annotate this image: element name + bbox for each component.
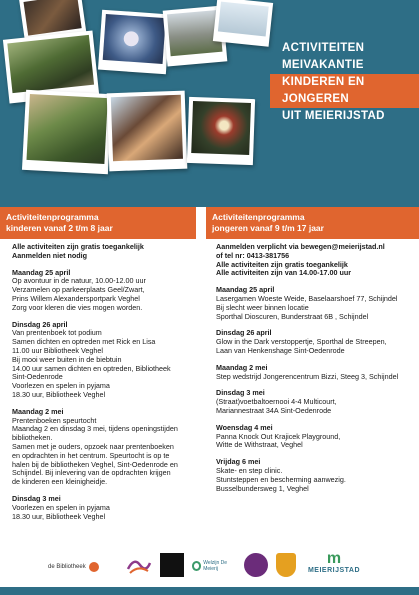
title-line-4: JONGEREN [270, 91, 419, 108]
bottom-strip [0, 587, 419, 595]
kids-day3-line: de kinderen een kleinigheidje. [12, 477, 108, 487]
youth-program-heading [206, 207, 419, 239]
kids-day3-line: Schijndel. Bij inlevering van de opdrachten krijgen [12, 468, 171, 478]
shield-logo [276, 553, 296, 577]
youth-intro-phone: of tel nr: 0413-381756 [216, 250, 290, 260]
kids-intro-no-signup: Aanmelden niet nodig [12, 250, 88, 260]
kids-day2-line: Sint-Oedenrode [12, 372, 63, 382]
kids-day2-line: Voorlezen en spelen in pyjama [12, 381, 110, 391]
youth-day6-title: Vrijdag 6 mei [216, 457, 261, 467]
youth-day5-title: Woensdag 4 mei [216, 422, 273, 432]
youth-day1-title: Maandag 25 april [216, 285, 275, 295]
title-line-3: KINDEREN EN [270, 74, 419, 91]
kids-day3-line: Prentenboeken speurtocht [12, 415, 97, 425]
kids-day4-line: 18.30 uur, Bibliotheek Veghel [12, 511, 106, 521]
title-line-2: MEIVAKANTIE [282, 59, 364, 71]
kids-day4-title: Dinsdag 3 mei [12, 493, 61, 503]
kids-day1-line: Op avontuur in de natuur, 10.00-12.00 uur [12, 276, 146, 286]
kids-day2-line: 11.00 uur Bibliotheek Veghel [12, 345, 103, 355]
header-banner [0, 0, 419, 207]
youth-day6-line: Skate- en step clinic. [216, 465, 283, 475]
youth-day1-line: Lasergamen Woeste Weide, Baselaarshoef 77, Schijndel [216, 293, 398, 303]
kids-day1-line: Zorg voor kleren die vies mogen worden. [12, 302, 143, 312]
photo-lamp [187, 97, 255, 165]
welzijn-logo [192, 555, 238, 577]
youth-program-column [216, 243, 416, 493]
honk-logo [160, 553, 184, 577]
kids-day3-line: Samen met je ouders, opzoek naar prentenboeken [12, 441, 174, 451]
photo-child-outdoor [22, 90, 112, 174]
meierijstad-m-icon: m [326, 550, 342, 567]
youth-day4-line: (Straat)voetbaltoernooi 4-4 Multicourt, [216, 397, 337, 407]
kids-heading-line2: kinderen vanaf 2 t/m 8 jaar [6, 223, 113, 233]
meierijstad-logo [304, 551, 364, 577]
youth-day1-line: Bij slecht weer binnen locatie [216, 302, 309, 312]
youth-day6-line: Busselbundersweg 1, Veghel [216, 483, 309, 493]
title-line-1: ACTIVITEITEN [282, 42, 365, 54]
badge-logo [244, 553, 268, 577]
youth-day5-line: Panna Knock Out Krajicek Playground, [216, 431, 341, 441]
kids-program-heading [0, 207, 196, 239]
youth-day3-line: Step wedstrijd Jongerencentrum Bizzi, Steeg 3, Schijndel [216, 371, 399, 381]
kids-day3-line: Maandag 2 en dinsdag 3 mei, tijdens openingstijden [12, 424, 178, 434]
welzijn-mark-icon [192, 561, 201, 571]
kids-day3-line: bibliotheken. [12, 433, 53, 443]
kids-day2-line: 18.30 uur, Bibliotheek Veghel [12, 389, 106, 399]
kids-day3-line: en opdrachten in het centrum. Speurtocht is op te [12, 450, 170, 460]
kids-day1-line: Prins Willem Alexandersportpark Veghel [12, 293, 140, 303]
bibliotheek-logo [48, 557, 120, 577]
youth-day3-title: Maandag 2 mei [216, 362, 268, 372]
kids-day2-title: Dinsdag 26 april [12, 319, 68, 329]
kids-intro-free: Alle activiteiten zijn gratis toegankelijk [12, 242, 144, 251]
kids-day4-line: Voorlezen en spelen in pyjama [12, 502, 110, 512]
youth-heading-line2: jongeren vanaf 9 t/m 17 jaar [212, 223, 324, 233]
youth-day2-title: Dinsdag 26 april [216, 328, 272, 338]
youth-intro-signup: Aanmelden verplicht via bewegen@meierijstad.nl [216, 242, 385, 251]
youth-day6-line: Stuntsteppen en bescherming aanwezig. [216, 474, 346, 484]
youth-intro-time: Alle activiteiten zijn van 14.00-17.00 uur [216, 268, 352, 278]
photo-sky [213, 0, 273, 47]
kids-day1-title: Maandag 25 april [12, 267, 71, 277]
youth-day4-line: Mariannestraat 34A Sint-Oedenrode [216, 405, 332, 415]
kids-day2-line: Samen dichten en optreden met Rick en Lisa [12, 337, 156, 347]
bibliotheek-logo-text: de Bibliotheek [48, 564, 86, 570]
youth-day2-line: Laan van Henkenshage Sint-Oedenrode [216, 345, 345, 355]
welzijn-logo-text: Welzijn De Meierij [203, 560, 228, 572]
youth-day2-line: Glow in the Dark verstoppertje, Sporthal de Streepen, [216, 337, 387, 347]
bibliotheek-mark-icon [89, 562, 99, 572]
youth-day1-line: Sporthal Dioscuren, Bunderstraat 6B , Schijndel [216, 311, 369, 321]
kids-day1-line: Verzamelen op parkeerplaats Geel/Zwart, [12, 285, 145, 295]
youth-heading-line1: Activiteitenprogramma [212, 212, 305, 222]
photo-bubble [98, 10, 170, 75]
youth-intro-free: Alle activiteiten zijn gratis toegankelijk [216, 259, 348, 269]
photo-father-daughter [107, 91, 188, 172]
kids-program-column [12, 243, 202, 521]
kids-day2-line: 14.00 uur samen dichten en optreden, Bibliotheek [12, 363, 171, 373]
partner-logo-swirl [126, 555, 152, 577]
kids-day3-line: halen bij de bibliotheken Veghel, Sint-Oedenrode en [12, 459, 178, 469]
meierijstad-logo-text: MEIERIJSTAD [307, 567, 361, 574]
youth-day5-line: Witte de Withstraat, Veghel [216, 440, 303, 450]
youth-day4-title: Dinsdag 3 mei [216, 388, 265, 398]
kids-day2-line: Bij mooi weer buiten in de biebtuin [12, 354, 122, 364]
title-block [270, 40, 419, 125]
title-line-5: UIT MEIERIJSTAD [282, 110, 385, 122]
kids-heading-line1: Activiteitenprogramma [6, 212, 99, 222]
kids-day2-line: Van prentenboek tot podium [12, 328, 102, 338]
kids-day3-title: Maandag 2 mei [12, 406, 64, 416]
